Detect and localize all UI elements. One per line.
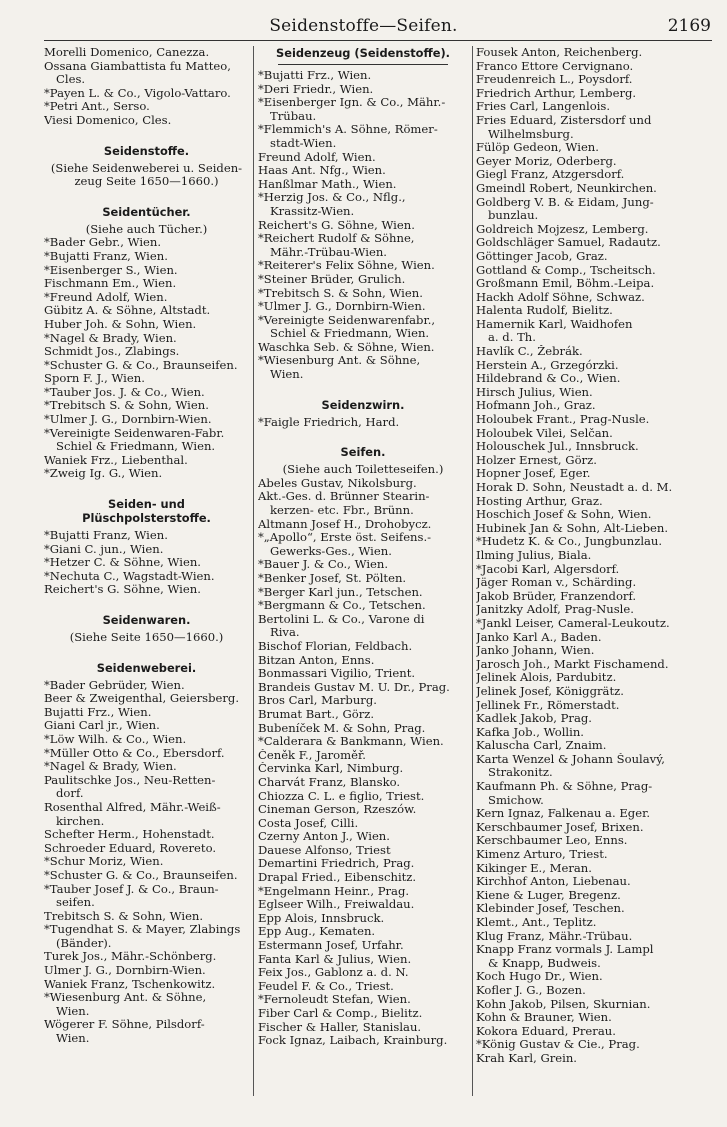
directory-entry: Trebitsch S. & Sohn, Wien. xyxy=(44,909,204,923)
directory-entry: *Bauer J. & Co., Wien. xyxy=(258,558,389,572)
directory-entry: Gottland & Comp., Tscheitsch. xyxy=(476,263,656,277)
directory-entry: *Bujatti Frz., Wien. xyxy=(258,69,372,82)
directory-entry: Akt.-Ges. d. Brünner Stearin- xyxy=(258,490,430,504)
directory-entry: Gmeindl Robert, Neunkirchen. xyxy=(476,181,657,195)
entry-continuation: (Bänder). xyxy=(56,936,112,950)
directory-entry: *Petri Ant., Serso. xyxy=(44,100,150,114)
directory-entry: Janko Johann, Wien. xyxy=(476,644,595,658)
entry-continuation: Mähr.-Trübau-Wien. xyxy=(270,245,387,259)
entry-continuation: Wien. xyxy=(270,368,304,382)
entry-continuation: Strakonitz. xyxy=(488,766,553,780)
directory-entry: Janitzky Adolf, Prag-Nusle. xyxy=(476,603,634,617)
directory-entry: Schefter Herm., Hohenstadt. xyxy=(44,828,215,842)
directory-entry: *Schuster G. & Co., Braunseifen. xyxy=(44,868,238,882)
directory-entry: Feix Jos., Gablonz a. d. N. xyxy=(258,966,409,980)
directory-entry: *Tauber Josef J. & Co., Braun- xyxy=(44,882,219,896)
directory-entry: *Fernoleudt Stefan, Wien. xyxy=(258,993,411,1007)
directory-entry: Estermann Josef, Urfahr. xyxy=(258,939,404,953)
directory-entry: *Eisenberger S., Wien. xyxy=(44,263,178,277)
directory-entry: Viesi Domenico, Cles. xyxy=(44,113,172,127)
directory-entry: Feudel F. & Co., Triest. xyxy=(258,979,394,993)
entry-continuation: Schiel & Friedmann, Wien. xyxy=(270,327,430,341)
directory-entry: Havlík C., Žebrák. xyxy=(476,345,583,359)
directory-entry: Geyer Moriz, Oderberg. xyxy=(476,154,617,168)
directory-entry: Hoschich Josef & Sohn, Wien. xyxy=(476,508,652,522)
directory-entry: Giegl Franz, Atzgersdorf. xyxy=(476,168,625,182)
directory-entry: Fousek Anton, Reichenberg. xyxy=(476,46,643,59)
directory-entry: *Tauber Jos. J. & Co., Wien. xyxy=(44,385,205,399)
entry-continuation: Cles. xyxy=(56,73,86,87)
directory-entry: Kaufmann Ph. & Söhne, Prag- xyxy=(476,780,653,794)
directory-entry: Horak D. Sohn, Neustadt a. d. M. xyxy=(476,481,673,494)
directory-entry: Drapal Fried., Eibenschitz. xyxy=(258,871,417,885)
directory-entry: Haas Ant. Nfg., Wien. xyxy=(258,164,386,178)
directory-entry: *Schuster G. & Co., Braunseifen. xyxy=(44,358,238,372)
column-3 xyxy=(476,46,712,1066)
directory-entry: Kohn & Brauner, Wien. xyxy=(476,1011,612,1025)
directory-entry: Červinka Karl, Nimburg. xyxy=(258,762,404,776)
directory-entry: *Vereinigte Seidenwarenfabr., xyxy=(258,313,436,327)
page-title: Seidenstoffe—Seifen. xyxy=(269,16,458,36)
entry-continuation: & Knapp, Budweis. xyxy=(488,956,601,970)
directory-entry: *Jankl Leiser, Cameral-Leukoutz. xyxy=(476,616,670,630)
directory-entry: *Reiterer's Felix Söhne, Wien. xyxy=(258,259,435,273)
entry-continuation: a. d. Th. xyxy=(488,331,536,345)
directory-entry: Hanßlmar Math., Wien. xyxy=(258,177,397,191)
directory-entry: Jellinek Fr., Römerstadt. xyxy=(476,698,620,712)
directory-entry: Krah Karl, Grein. xyxy=(476,1051,577,1065)
directory-entry: *König Gustav & Cie., Prag. xyxy=(476,1038,640,1052)
directory-entry: Halenta Rudolf, Bielitz. xyxy=(476,304,613,318)
directory-entry: Reichert's G. Söhne, Wien. xyxy=(258,218,415,232)
directory-entry: Reichert's G. Söhne, Wien. xyxy=(44,583,201,597)
directory-entry: *Giani C. jun., Wien. xyxy=(44,542,164,556)
directory-entry: Cineman Gerson, Rzeszów. xyxy=(258,803,417,817)
directory-entry: Epp Alois, Innsbruck. xyxy=(258,911,385,925)
directory-entry: Hamernik Karl, Waidhofen xyxy=(476,317,633,331)
directory-entry: Knapp Franz vormals J. Lampl xyxy=(476,943,654,957)
column-divider xyxy=(472,46,473,1096)
directory-entry: Brumat Bart., Görz. xyxy=(258,707,375,721)
entry-continuation: Gewerks-Ges., Wien. xyxy=(270,544,392,558)
directory-entry: Kiene & Luger, Bregenz. xyxy=(476,888,621,902)
directory-entry: Klug Franz, Mähr.-Trübau. xyxy=(476,929,633,943)
directory-entry: *Wiesenburg Ant. & Söhne, xyxy=(258,354,421,368)
directory-entry: Eglseer Wilh., Freiwaldau. xyxy=(258,898,415,912)
section-heading: Seidenweberei. xyxy=(96,660,197,675)
directory-entry: Bros Carl, Marburg. xyxy=(258,694,377,708)
column-2 xyxy=(258,46,468,1048)
directory-entry: Hubinek Jan & Sohn, Alt-Lieben. xyxy=(476,521,669,535)
directory-entry: Fries Eduard, Zistersdorf und xyxy=(476,113,652,127)
directory-entry: Ossana Giambattista fu Matteo, xyxy=(44,59,231,73)
directory-entry: *„Apollo“, Erste öst. Seifens.- xyxy=(258,531,432,545)
directory-entry: Klebinder Josef, Teschen. xyxy=(476,902,625,916)
directory-entry: Fries Carl, Langenlois. xyxy=(476,100,611,114)
directory-entry: Altmann Josef H., Drohobycz. xyxy=(258,517,432,531)
directory-entry: Jelinek Alois, Pardubitz. xyxy=(476,671,617,685)
directory-entry: *Freund Adolf, Wien. xyxy=(44,290,168,304)
directory-entry: *Wiesenburg Ant. & Söhne, xyxy=(44,991,207,1005)
directory-entry: Waniek Frz., Liebenthal. xyxy=(44,453,188,467)
directory-entry: *Bujatti Franz, Wien. xyxy=(44,249,168,263)
directory-entry: *Nagel & Brady, Wien. xyxy=(44,760,177,774)
directory-entry: Kofler J. G., Bozen. xyxy=(476,983,586,997)
cross-reference-note: (Siehe Seite 1650—1660.) xyxy=(69,631,224,644)
header-rule xyxy=(44,40,712,41)
directory-entry: *Flemmich's A. Söhne, Römer- xyxy=(258,123,438,137)
section-heading: Seidenzeug (Seidenstoffe). xyxy=(276,46,450,60)
directory-entry: Rosenthal Alfred, Mähr.-Weiß- xyxy=(44,800,221,814)
directory-entry: Kikinger E., Meran. xyxy=(476,861,592,875)
directory-entry: Morelli Domenico, Canezza. xyxy=(44,46,210,59)
directory-entry: Fanta Karl & Julius, Wien. xyxy=(258,952,412,966)
directory-entry: Giani Carl jr., Wien. xyxy=(44,719,160,733)
directory-entry: Hackh Adolf Söhne, Schwaz. xyxy=(476,290,645,304)
directory-entry: Hildebrand & Co., Wien. xyxy=(476,372,621,386)
section-heading: Seidenstoffe. xyxy=(103,143,190,158)
directory-entry: Chiozza C. L. e figlio, Triest. xyxy=(258,789,425,803)
directory-entry: Dauese Alfonso, Triest xyxy=(258,843,391,857)
entry-continuation: Trübau. xyxy=(270,109,317,123)
cross-reference-note: (Siehe Seidenweberei u. Seiden- xyxy=(50,161,243,175)
directory-entry: *Hudetz K. & Co., Jungbunzlau. xyxy=(476,535,663,549)
directory-entry: *Nagel & Brady, Wien. xyxy=(44,331,177,345)
directory-entry: *Schur Moriz, Wien. xyxy=(44,855,164,869)
directory-entry: Goldreich Mojzesz, Lemberg. xyxy=(476,222,649,236)
directory-entry: Abeles Gustav, Nikolsburg. xyxy=(258,476,417,490)
directory-entry: Ilming Julius, Biala. xyxy=(476,548,592,562)
directory-entry: Turek Jos., Mähr.-Schönberg. xyxy=(44,950,217,964)
directory-entry: *Trebitsch S. & Sohn, Wien. xyxy=(44,399,209,413)
directory-entry: *Benker Josef, St. Pölten. xyxy=(258,572,407,585)
directory-entry: *Berger Karl jun., Tetschen. xyxy=(258,585,423,599)
entry-continuation: Riva. xyxy=(270,626,300,640)
directory-entry: Kadlek Jakob, Prag. xyxy=(476,712,592,726)
directory-entry: Freund Adolf, Wien. xyxy=(258,150,376,164)
page-number: 2169 xyxy=(667,16,711,36)
directory-entry: Koch Hugo Dr., Wien. xyxy=(476,970,603,984)
directory-entry: *Payen L. & Co., Vigolo-Vattaro. xyxy=(44,86,231,100)
directory-entry: Čeněk F., Jaroměř. xyxy=(258,748,366,762)
directory-entry: Kirchhof Anton, Liebenau. xyxy=(476,875,631,889)
directory-entry: *Bujatti Franz, Wien. xyxy=(44,529,168,543)
section-heading: Seifen. xyxy=(340,445,386,460)
directory-entry: Waniek Franz, Tschenkowitz. xyxy=(44,977,216,991)
directory-entry: Bitzan Anton, Enns. xyxy=(258,653,375,667)
directory-entry: Kern Ignaz, Falkenau a. Eger. xyxy=(476,807,651,821)
directory-entry: Hirsch Julius, Wien. xyxy=(476,385,593,399)
directory-entry: *Eisenberger Ign. & Co., Mähr.- xyxy=(258,96,446,110)
directory-entry: Czerny Anton J., Wien. xyxy=(258,830,390,844)
section-heading: Seidentücher. xyxy=(102,204,191,219)
directory-entry: Hosting Arthur, Graz. xyxy=(476,494,603,508)
directory-entry: Goldschläger Samuel, Radautz. xyxy=(476,236,661,250)
entry-continuation: bunzlau. xyxy=(488,209,539,223)
directory-entry: Kokora Eduard, Prerau. xyxy=(476,1024,616,1038)
directory-entry: Schmidt Jos., Zlabings. xyxy=(44,345,180,359)
directory-entry: Brandeis Gustav M. U. Dr., Prag. xyxy=(258,680,450,694)
directory-entry: *Bergmann & Co., Tetschen. xyxy=(258,599,426,613)
directory-entry: Costa Josef, Cilli. xyxy=(258,816,359,830)
directory-entry: Demartini Friedrich, Prag. xyxy=(258,857,415,871)
directory-entry: Jäger Roman v., Schärding. xyxy=(476,576,637,590)
directory-entry: *Steiner Brüder, Grulich. xyxy=(258,272,406,286)
directory-entry: Epp Aug., Kematen. xyxy=(258,925,376,939)
entry-continuation: Schiel & Friedmann, Wien. xyxy=(56,440,216,454)
directory-entry: Kafka Job., Wollin. xyxy=(476,725,584,739)
directory-entry: Karta Wenzel & Johann Šoulavý, xyxy=(476,752,665,766)
entry-continuation: Wilhelmsburg. xyxy=(488,127,574,141)
directory-entry: Kerschbaumer Josef, Brixen. xyxy=(476,820,644,834)
entry-continuation: Smichow. xyxy=(488,793,544,807)
directory-entry: Wögerer F. Söhne, Pilsdorf- xyxy=(44,1018,205,1032)
directory-entry: Schroeder Eduard, Rovereto. xyxy=(44,841,217,855)
directory-entry: Janko Karl A., Baden. xyxy=(476,630,602,644)
directory-entry: *Ulmer J. G., Dornbirn-Wien. xyxy=(258,300,426,314)
section-heading: Seidenzwirn. xyxy=(321,397,405,412)
directory-entry: Fülöp Gedeon, Wien. xyxy=(476,141,599,155)
entry-continuation: Wien. xyxy=(56,1032,90,1046)
column-1 xyxy=(44,46,249,1046)
directory-entry: Bubeníček M. & Sohn, Prag. xyxy=(258,721,426,735)
directory-entry: *Bader Gebr., Wien. xyxy=(44,236,162,250)
section-heading: Seiden- und Plüschpolsterstoffe. xyxy=(82,497,211,526)
directory-entry: Kohn Jakob, Pilsen, Skurnian. xyxy=(476,997,651,1011)
directory-entry: Friedrich Arthur, Lemberg. xyxy=(476,86,637,100)
entry-continuation: dorf. xyxy=(56,787,84,801)
directory-entry: Fiber Carl & Comp., Bielitz. xyxy=(258,1007,423,1020)
directory-entry: Jarosch Joh., Markt Fischamend. xyxy=(476,657,669,671)
entry-continuation: Wien. xyxy=(56,1004,90,1018)
directory-entry: Paulitschke Jos., Neu-Retten- xyxy=(44,773,216,787)
directory-entry: Holzer Ernest, Görz. xyxy=(476,453,597,467)
directory-entry: *Löw Wilh. & Co., Wien. xyxy=(44,732,187,746)
directory-entry: Klemt., Ant., Teplitz. xyxy=(476,916,597,929)
directory-entry: Holoubek Frant., Prag-Nusle. xyxy=(476,413,650,427)
directory-entry: Charvát Franz, Blansko. xyxy=(258,775,401,789)
directory-entry: *Engelmann Heinr., Prag. xyxy=(258,884,410,898)
directory-entry: Herstein A., Grzegórzki. xyxy=(476,358,619,372)
directory-entry: *Bader Gebrüder, Wien. xyxy=(44,678,185,692)
directory-entry: Bujatti Frz., Wien. xyxy=(44,705,152,719)
directory-entry: Franco Ettore Cervignano. xyxy=(476,59,634,73)
directory-entry: Waschka Seb. & Söhne, Wien. xyxy=(258,340,435,354)
directory-entry: Hopner Josef, Eger. xyxy=(476,467,591,481)
directory-entry: Kerschbaumer Leo, Enns. xyxy=(476,834,628,848)
directory-entry: Fock Ignaz, Laibach, Krainburg. xyxy=(258,1034,448,1048)
directory-entry: Hofmann Joh., Graz. xyxy=(476,399,596,413)
directory-entry: Beer & Zweigenthal, Geiersberg. xyxy=(44,692,240,706)
directory-entry: Kimenz Arturo, Triest. xyxy=(476,848,608,862)
directory-entry: Jelinek Josef, Königgrätz. xyxy=(476,684,624,698)
directory-entry: *Müller Otto & Co., Ebersdorf. xyxy=(44,746,225,760)
directory-entry: *Reichert Rudolf & Söhne, xyxy=(258,232,415,246)
entry-continuation: Krassitz-Wien. xyxy=(270,204,355,218)
entry-continuation: kirchen. xyxy=(56,814,105,828)
directory-entry: Holoubek Vilei, Selčan. xyxy=(476,426,613,440)
directory-entry: Fischer & Haller, Stanislau. xyxy=(258,1020,422,1034)
entry-continuation: seifen. xyxy=(56,896,95,910)
directory-entry: Bertolini L. & Co., Varone di xyxy=(258,612,425,626)
entry-continuation: kerzen- etc. Fbr., Brünn. xyxy=(270,504,414,518)
entry-continuation: stadt-Wien. xyxy=(270,136,337,150)
directory-entry: Kaluscha Carl, Znaim. xyxy=(476,739,607,753)
directory-entry: Sporn F. J., Wien. xyxy=(44,372,145,386)
directory-entry: Göttinger Jacob, Graz. xyxy=(476,249,608,263)
directory-entry: *Jacobi Karl, Algersdorf. xyxy=(476,562,620,576)
directory-entry: *Trebitsch S. & Sohn, Wien. xyxy=(258,286,423,300)
directory-entry: *Vereinigte Seidenwaren-Fabr. xyxy=(44,426,225,440)
directory-entry: Großmann Emil, Böhm.-Leipa. xyxy=(476,277,655,291)
directory-entry: Holouschek Jul., Innsbruck. xyxy=(476,440,639,454)
directory-entry: Gübitz A. & Söhne, Altstadt. xyxy=(44,304,211,318)
directory-entry: Jakob Brüder, Franzendorf. xyxy=(476,589,637,603)
directory-entry: *Zweig Ig. G., Wien. xyxy=(44,467,163,481)
directory-entry: *Nechuta C., Wagstadt-Wien. xyxy=(44,569,215,583)
directory-entry: Fischmann Em., Wien. xyxy=(44,277,177,291)
directory-entry: *Ulmer J. G., Dornbirn-Wien. xyxy=(44,413,212,427)
directory-entry: Bonmassari Vigilio, Trient. xyxy=(258,667,416,681)
directory-entry: *Herzig Jos. & Co., Nflg., xyxy=(258,191,406,205)
directory-entry: Goldberg V. B. & Eidam, Jung- xyxy=(476,195,654,209)
directory-entry: Bischof Florian, Feldbach. xyxy=(258,639,413,653)
column-divider xyxy=(253,46,254,1096)
cross-reference-note: (Siehe auch Toiletteseifen.) xyxy=(282,463,444,477)
directory-entry: *Deri Friedr., Wien. xyxy=(258,82,374,96)
directory-entry: *Faigle Friedrich, Hard. xyxy=(258,415,400,429)
cross-reference-note: (Siehe auch Tücher.) xyxy=(85,222,208,236)
directory-entry: *Hetzer C. & Söhne, Wien. xyxy=(44,556,201,570)
section-heading: Seidenwaren. xyxy=(102,613,191,627)
heading-underline xyxy=(278,64,448,65)
directory-entry: *Calderara & Bankmann, Wien. xyxy=(258,735,444,749)
cross-reference-note: zeug Seite 1650—1660.) xyxy=(74,175,219,189)
directory-entry: Huber Joh. & Sohn, Wien. xyxy=(44,317,197,331)
directory-entry: Freudenreich L., Poysdorf. xyxy=(476,73,633,87)
directory-entry: *Tugendhat S. & Mayer, Zlabings xyxy=(44,923,241,937)
directory-entry: Ulmer J. G., Dornbirn-Wien. xyxy=(44,964,206,978)
